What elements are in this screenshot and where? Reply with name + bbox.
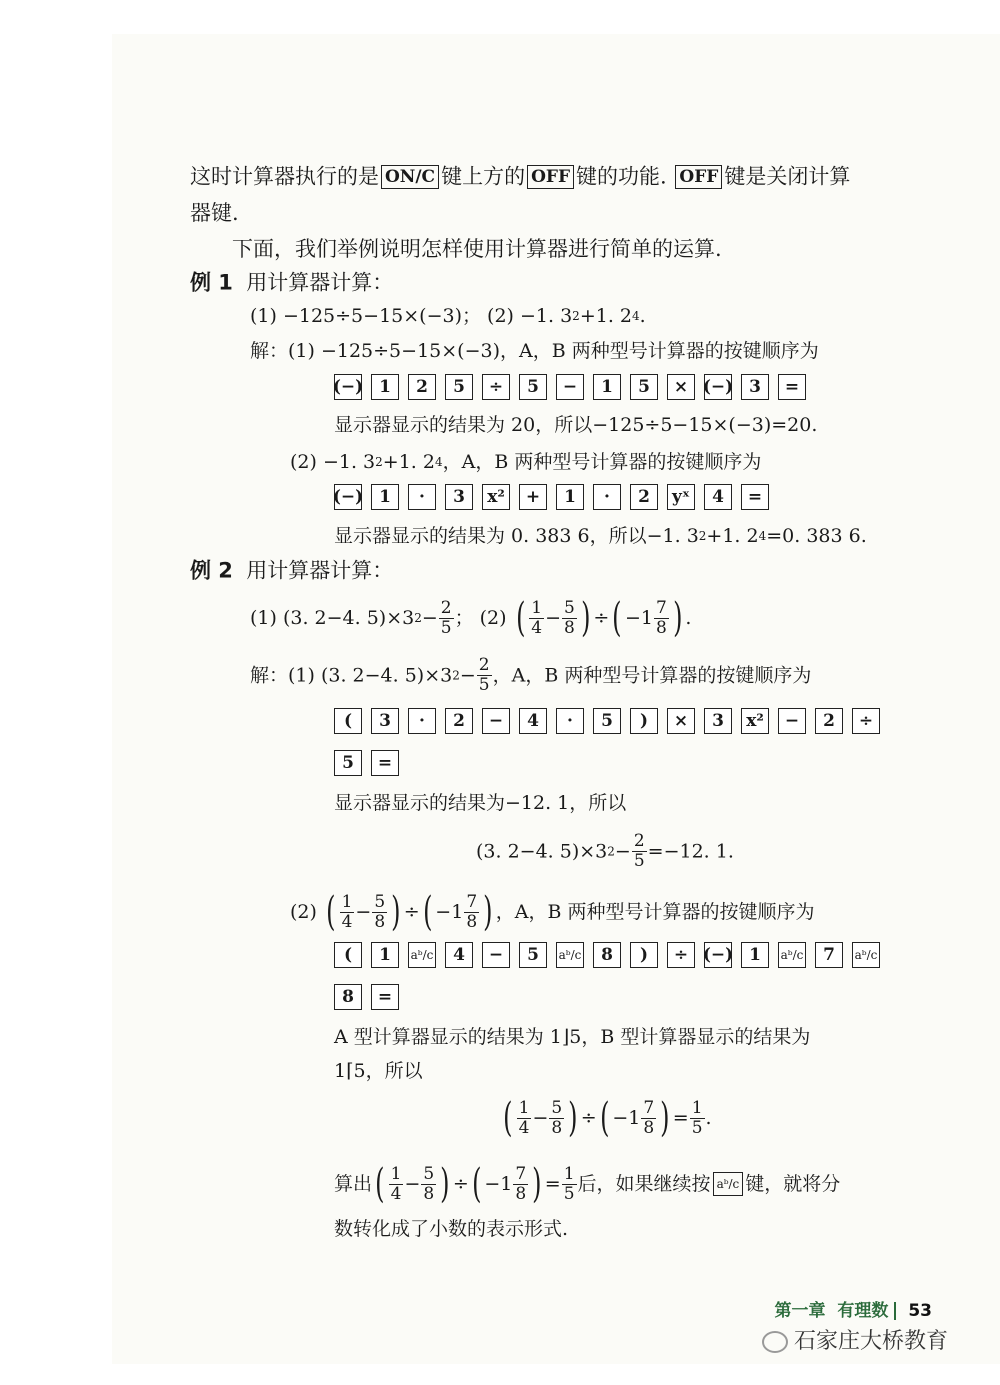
text-seg: (2) xyxy=(290,901,317,923)
calculator-key: ( xyxy=(334,708,362,734)
text-seg: ； (2) xyxy=(454,607,507,629)
numerator: 1 xyxy=(518,1097,530,1118)
paren: ) xyxy=(580,595,591,641)
paren: ) xyxy=(660,1095,670,1141)
calculator-key: (−) xyxy=(704,942,732,968)
denominator: 5 xyxy=(633,851,645,871)
solution-1-line: 解：(1) −125÷5−15×(−3)，A，B 两种型号计算器的按键顺序为 xyxy=(250,340,819,362)
calculator-key: · xyxy=(408,708,436,734)
text-seg: . xyxy=(685,607,692,629)
page-number: 53 xyxy=(908,1301,932,1321)
numerator: 7 xyxy=(643,1097,655,1118)
calculator-key: × xyxy=(667,708,695,734)
fraction xyxy=(549,1099,564,1138)
calculator-key: × xyxy=(667,374,695,400)
text-seg: − xyxy=(614,840,631,863)
calculator-key: 3 xyxy=(741,374,769,400)
paren: ( xyxy=(612,595,622,641)
calculator-key: (−) xyxy=(704,374,732,400)
calculator-key: = xyxy=(371,750,399,776)
text-seg: 键是关闭计算 xyxy=(724,164,851,189)
sup: 4 xyxy=(434,455,443,469)
text-seg: ，A，B 两种型号计算器的按键顺序为 xyxy=(442,451,762,473)
result-3: 显示器显示的结果为−12. 1，所以 xyxy=(334,792,627,814)
op: − xyxy=(545,607,561,629)
paren: ) xyxy=(532,1161,542,1207)
fraction xyxy=(477,656,492,695)
text-seg: ，A，B 两种型号计算器的按键顺序为 xyxy=(495,901,815,923)
fraction xyxy=(690,1099,705,1138)
text-seg: 键上方的 xyxy=(441,164,526,189)
example-2-heading xyxy=(190,556,393,584)
calculator-key: 2 xyxy=(408,374,436,400)
calculator-key: 4 xyxy=(519,708,547,734)
calculator-key: 7 xyxy=(815,942,843,968)
result-4a: A 型计算器显示的结果为 1⌋5，B 型计算器显示的结果为 xyxy=(334,1026,811,1048)
text-seg: (1) (3. 2−4. 5)×3 xyxy=(250,607,415,629)
text-seg: 后，如果继续按 xyxy=(577,1173,711,1195)
conclusion-line-1 xyxy=(334,1161,841,1207)
conclusion-line-2: 数转化成了小数的表示形式. xyxy=(334,1218,569,1240)
footer-divider xyxy=(894,1302,896,1320)
text-seg: − xyxy=(459,664,476,687)
example-1-heading xyxy=(190,268,393,296)
calculator-key: (−) xyxy=(334,374,362,400)
paren: ( xyxy=(422,889,433,935)
text-seg: 键的功能. xyxy=(576,164,667,189)
paren: ) xyxy=(672,595,683,641)
calculator-key: ÷ xyxy=(667,942,695,968)
wechat-icon xyxy=(762,1331,788,1353)
fraction xyxy=(439,599,454,638)
numerator: 7 xyxy=(466,891,478,912)
fraction xyxy=(340,893,355,932)
text-seg: −1 xyxy=(484,1173,513,1195)
calculator-key: 1 xyxy=(371,374,399,400)
key-sequence-2 xyxy=(334,484,769,510)
numerator: 1 xyxy=(531,597,543,618)
denominator: 4 xyxy=(531,617,543,638)
calculator-key: 3 xyxy=(445,484,473,510)
op: ÷ xyxy=(403,901,420,923)
numerator: 7 xyxy=(515,1163,527,1184)
calculator-key: − xyxy=(556,374,584,400)
result-1: 显示器显示的结果为 20，所以−125÷5−15×(−3)=20. xyxy=(334,414,818,436)
chapter-title: 有理数 xyxy=(837,1301,889,1321)
sup: 2 xyxy=(698,529,707,543)
sup: 2 xyxy=(452,668,460,683)
text-seg: 解：(1) (3. 2−4. 5)×3 xyxy=(250,664,453,687)
fraction xyxy=(513,1165,528,1204)
fraction xyxy=(421,1165,436,1204)
calculator-key: 5 xyxy=(519,374,547,400)
calculator-key: = xyxy=(371,984,399,1010)
onc-key: ON/C xyxy=(381,165,439,189)
op: − xyxy=(355,901,372,923)
chapter-label: 第一章 xyxy=(774,1301,826,1321)
text-seg: . xyxy=(639,305,646,327)
denominator: 5 xyxy=(440,617,452,638)
key-sequence-5 xyxy=(334,942,880,968)
text-seg: 显示器显示的结果为 0. 383 6，所以−1. 3 xyxy=(334,525,699,547)
numerator: 7 xyxy=(655,597,667,618)
key-sequence-6 xyxy=(334,984,399,1010)
text-seg: =0. 383 6. xyxy=(766,525,867,547)
example-2-questions xyxy=(250,595,692,641)
numerator: 1 xyxy=(691,1097,703,1118)
paren: ( xyxy=(515,595,526,641)
calculator-key: 8 xyxy=(334,984,362,1010)
numerator: 1 xyxy=(341,891,353,912)
example-title: 用计算器计算： xyxy=(246,558,394,583)
off-key: OFF xyxy=(527,165,574,189)
calculator-key: 2 xyxy=(815,708,843,734)
sup: 4 xyxy=(632,309,640,323)
calculator-key: 3 xyxy=(704,708,732,734)
denominator: 8 xyxy=(551,1117,563,1138)
denominator: 8 xyxy=(374,911,386,932)
numerator: 5 xyxy=(551,1097,563,1118)
solution-1b-line xyxy=(290,448,761,475)
calculator-key: 1 xyxy=(741,942,769,968)
paren: ( xyxy=(503,1095,513,1141)
fraction xyxy=(562,1165,577,1204)
calculator-key: 8 xyxy=(593,942,621,968)
sup: 2 xyxy=(375,455,383,469)
text-seg: (3. 2−4. 5)×3 xyxy=(476,840,608,863)
calculator-key: ÷ xyxy=(482,374,510,400)
calculator-key: 5 xyxy=(334,750,362,776)
op: = xyxy=(544,1173,561,1195)
calculator-key: 1 xyxy=(371,942,399,968)
denominator: 4 xyxy=(518,1117,530,1138)
intro-line-3: 下面，我们举例说明怎样使用计算器进行简单的运算. xyxy=(232,237,722,261)
text-seg: 算出 xyxy=(334,1173,373,1195)
text-seg: −1 xyxy=(435,901,464,923)
calculator-key: 5 xyxy=(593,708,621,734)
numerator: 1 xyxy=(563,1163,575,1184)
denominator: 5 xyxy=(563,1183,575,1204)
key-sequence-3 xyxy=(334,708,880,734)
watermark xyxy=(762,1324,948,1355)
calculator-key: ) xyxy=(630,708,658,734)
numerator: 5 xyxy=(374,891,386,912)
numerator: 5 xyxy=(423,1163,435,1184)
numerator: 5 xyxy=(563,597,575,618)
text-seg: −1 xyxy=(612,1107,641,1129)
text-seg: +1. 2 xyxy=(706,525,759,547)
example-label: 例 1 xyxy=(190,270,233,295)
text-seg: 这时计算器执行的是 xyxy=(190,164,379,189)
calculator-key: (−) xyxy=(334,484,362,510)
text-seg: −1 xyxy=(624,607,653,629)
denominator: 8 xyxy=(466,911,478,932)
key-sequence-4 xyxy=(334,750,399,776)
calculator-key: · xyxy=(593,484,621,510)
calculator-key: ÷ xyxy=(852,708,880,734)
text-seg: ，A，B 两种型号计算器的按键顺序为 xyxy=(492,664,812,687)
text-seg: +1. 2 xyxy=(579,305,632,327)
calculator-key: 2 xyxy=(445,708,473,734)
solution-2b-line xyxy=(290,889,815,935)
key-sequence-1 xyxy=(334,374,806,400)
calculator-key: aᵇ/c xyxy=(408,942,436,968)
calculator-key: ) xyxy=(630,942,658,968)
fraction xyxy=(632,832,647,871)
calculator-key: 3 xyxy=(371,708,399,734)
sup: 2 xyxy=(572,309,580,323)
calculator-key: + xyxy=(519,484,547,510)
example-1-questions xyxy=(250,302,646,329)
text-seg: +1. 2 xyxy=(382,451,435,473)
text-seg: =−12. 1. xyxy=(647,840,734,863)
numerator: 2 xyxy=(633,831,645,851)
fraction xyxy=(517,1099,532,1138)
result-2 xyxy=(334,522,867,549)
off-key: OFF xyxy=(675,165,722,189)
text-seg: − xyxy=(421,607,438,629)
example-title: 用计算器计算： xyxy=(246,270,394,295)
paren: ) xyxy=(391,889,401,935)
calculator-key: 5 xyxy=(630,374,658,400)
calculator-key: aᵇ/c xyxy=(852,942,880,968)
solution-2-line xyxy=(250,656,811,696)
denominator: 8 xyxy=(515,1183,527,1204)
fraction xyxy=(389,1165,404,1204)
numerator: 2 xyxy=(440,597,452,618)
sup: 4 xyxy=(758,529,767,543)
calculator-key: ( xyxy=(334,942,362,968)
calculator-key: − xyxy=(482,708,510,734)
denominator: 4 xyxy=(390,1183,402,1204)
calculator-key: 1 xyxy=(556,484,584,510)
calculator-key: 2 xyxy=(630,484,658,510)
calculator-key: 1 xyxy=(593,374,621,400)
op: ÷ xyxy=(452,1173,469,1195)
example-label: 例 2 xyxy=(190,558,233,583)
calculator-key: 5 xyxy=(519,942,547,968)
fraction xyxy=(641,1099,656,1138)
calculator-key: = xyxy=(778,374,806,400)
denominator: 5 xyxy=(478,675,490,695)
paren: ( xyxy=(599,1095,610,1141)
fraction xyxy=(464,893,479,932)
sup: 2 xyxy=(607,844,615,859)
sup: 2 xyxy=(414,611,422,625)
fraction xyxy=(372,893,387,932)
calculator-key: 4 xyxy=(704,484,732,510)
denominator: 8 xyxy=(563,617,575,638)
op: − xyxy=(404,1173,421,1195)
fraction xyxy=(562,599,577,638)
equation-4: ( $\frac{1}{4}$ − $\frac{5}{8}$ ) ÷( −1 $\frac{7}{8}$ ) = $\frac{1}{5}$ . xyxy=(503,1095,712,1141)
calculator-key: 5 xyxy=(445,374,473,400)
paren: ( xyxy=(471,1161,482,1207)
paren: ) xyxy=(568,1095,578,1141)
calculator-key: aᵇ/c xyxy=(556,942,584,968)
calculator-key: 4 xyxy=(445,942,473,968)
intro-line-1 xyxy=(190,162,850,190)
paren: ( xyxy=(375,1161,385,1207)
equation-3 xyxy=(476,832,734,872)
numerator: 1 xyxy=(390,1163,402,1184)
calculator-key: · xyxy=(408,484,436,510)
text-seg: (1) −125÷5−15×(−3)； (2) −1. 3 xyxy=(250,305,573,327)
op: − xyxy=(532,1107,549,1129)
calculator-key: aᵇ/c xyxy=(778,942,806,968)
denominator: 8 xyxy=(423,1183,435,1204)
op: = xyxy=(672,1107,689,1129)
paren: ) xyxy=(440,1161,450,1207)
fraction xyxy=(529,599,544,638)
fraction-key: aᵇ/c xyxy=(713,1172,744,1196)
denominator: 5 xyxy=(691,1117,703,1138)
op: ÷ xyxy=(593,607,610,629)
text-seg: 键，就将分 xyxy=(745,1173,841,1195)
paren: ( xyxy=(326,889,336,935)
calculator-key: − xyxy=(482,942,510,968)
numerator: 2 xyxy=(478,655,490,675)
calculator-key: x² xyxy=(482,484,510,510)
result-4b: 1⌈5，所以 xyxy=(334,1060,423,1082)
calculator-key: = xyxy=(741,484,769,510)
fraction xyxy=(654,599,669,638)
denominator: 8 xyxy=(643,1117,655,1138)
op: ÷ xyxy=(580,1107,597,1129)
page-footer xyxy=(774,1296,932,1321)
calculator-key: yˣ xyxy=(667,484,695,510)
denominator: 4 xyxy=(341,911,353,932)
intro-line-2: 器键. xyxy=(190,201,239,225)
text-seg: (2) −1. 3 xyxy=(290,451,376,473)
paren: ) xyxy=(483,889,493,935)
calculator-key: 1 xyxy=(371,484,399,510)
denominator: 8 xyxy=(655,617,667,638)
calculator-key: x² xyxy=(741,708,769,734)
watermark-text: 石家庄大桥教育 xyxy=(794,1329,949,1354)
calculator-key: · xyxy=(556,708,584,734)
calculator-key: − xyxy=(778,708,806,734)
